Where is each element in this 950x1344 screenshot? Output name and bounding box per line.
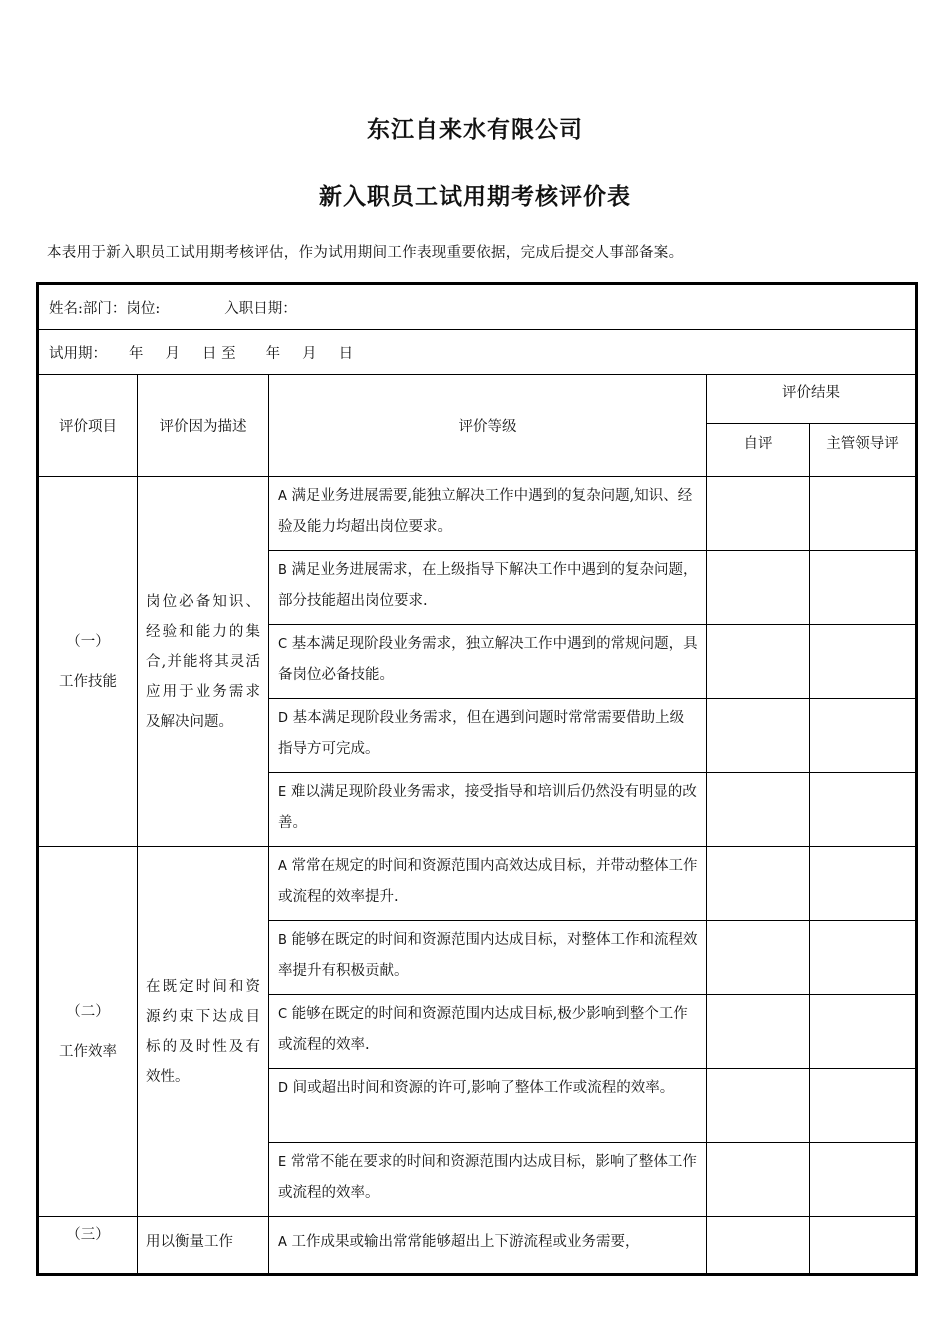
- supervisor-score-1b[interactable]: [810, 551, 917, 625]
- header-result: 评价结果: [707, 375, 917, 424]
- header-supervisor: 主管领导评: [810, 424, 917, 477]
- company-name: 东江自来水有限公司: [367, 117, 583, 143]
- section-1-name: 工作技能: [59, 673, 117, 690]
- grade-1a: A 满足业务进展需要,能独立解决工作中遇到的复杂问题,知识、经验及能力均超出岗位要求。: [269, 477, 707, 551]
- supervisor-score-2b[interactable]: [810, 921, 917, 995]
- name-dept-post-field[interactable]: [38, 284, 917, 330]
- header-grade: 评价等级: [269, 375, 707, 477]
- evaluation-table: [36, 282, 918, 1276]
- grade-3a: A 工作成果或输出常常能够超出上下游流程或业务需要，: [269, 1217, 707, 1275]
- section-3-desc: 用以衡量工作: [138, 1217, 269, 1275]
- probation-period-label: 试用期：: [49, 345, 107, 362]
- self-score-3a[interactable]: [707, 1217, 810, 1275]
- form-title: 新入职员工试用期考核评价表: [319, 184, 631, 210]
- grade-2e: E 常常不能在要求的时间和资源范围内达成目标，影响了整体工作 或流程的效率。: [269, 1143, 707, 1217]
- supervisor-score-2a[interactable]: [810, 847, 917, 921]
- period-month-end: 月: [302, 345, 317, 362]
- self-score-1c[interactable]: [707, 625, 810, 699]
- grade-1c: C 基本满足现阶段业务需求，独立解决工作中遇到的常规问题，具备岗位必备技能。: [269, 625, 707, 699]
- header-item: 评价项目: [38, 375, 138, 477]
- self-score-1d[interactable]: [707, 699, 810, 773]
- supervisor-score-1d[interactable]: [810, 699, 917, 773]
- intro-text: 本表用于新入职员工试用期考核评估，作为试用期间工作表现重要依据，完成后提交人事部备案。: [47, 245, 684, 261]
- self-score-2c[interactable]: [707, 995, 810, 1069]
- self-score-2d[interactable]: [707, 1069, 810, 1143]
- self-score-2a[interactable]: [707, 847, 810, 921]
- self-score-1a[interactable]: [707, 477, 810, 551]
- period-year-start: 年: [129, 345, 144, 362]
- supervisor-score-2e[interactable]: [810, 1143, 917, 1217]
- section-1-desc: 岗位必备知识、经验和能力的集合,并能将其灵活应用于业务需求及解决问题。: [138, 477, 269, 847]
- section-2-number: （二）: [66, 1003, 110, 1020]
- grade-1e: E 难以满足现阶段业务需求，接受指导和培训后仍然没有明显的改善。: [269, 773, 707, 847]
- supervisor-score-2c[interactable]: [810, 995, 917, 1069]
- grade-2a: A 常常在规定的时间和资源范围内高效达成目标，并带动整体工作或流程的效率提升.: [269, 847, 707, 921]
- header-desc: 评价因为描述: [138, 375, 269, 477]
- name-dept-post-label: 姓名:部门：岗位:: [49, 300, 161, 317]
- self-score-1e[interactable]: [707, 773, 810, 847]
- self-score-2b[interactable]: [707, 921, 810, 995]
- period-day-to: 日 至: [202, 345, 236, 362]
- section-2-desc: 在既定时间和资源约束下达成目标的及时性及有效性。: [138, 847, 269, 1217]
- supervisor-score-3a[interactable]: [810, 1217, 917, 1275]
- supervisor-score-1e[interactable]: [810, 773, 917, 847]
- grade-2b: B 能够在既定的时间和资源范围内达成目标，对整体工作和流程效 率提升有积极贡献。: [269, 921, 707, 995]
- section-1-number: （一）: [66, 633, 110, 650]
- period-year-end: 年: [265, 345, 281, 362]
- section-1-item: [38, 477, 138, 847]
- supervisor-score-2d[interactable]: [810, 1069, 917, 1143]
- self-score-2e[interactable]: [707, 1143, 810, 1217]
- header-self: 自评: [707, 424, 810, 477]
- probation-period-field[interactable]: [38, 330, 917, 375]
- period-day-end: 日: [338, 345, 354, 362]
- section-3-number: （三）: [66, 1227, 110, 1243]
- period-month-start: 月: [165, 345, 180, 362]
- supervisor-score-1a[interactable]: [810, 477, 917, 551]
- grade-1d: D 基本满足现阶段业务需求，但在遇到问题时常常需要借助上级指导方可完成。: [269, 699, 707, 773]
- self-score-1b[interactable]: [707, 551, 810, 625]
- grade-1b: B 满足业务进展需求，在上级指导下解决工作中遇到的复杂问题，部分技能超出岗位要求.: [269, 551, 707, 625]
- grade-2d: D 间或超出时间和资源的许可,影响了整体工作或流程的效率。: [269, 1069, 707, 1143]
- section-2-item: [38, 847, 138, 1217]
- section-3-item: [38, 1217, 138, 1275]
- hire-date-label: 入职日期：: [224, 300, 297, 317]
- supervisor-score-1c[interactable]: [810, 625, 917, 699]
- grade-2c: C 能够在既定的时间和资源范围内达成目标,极少影响到整个工作 或流程的效率.: [269, 995, 707, 1069]
- section-2-name: 工作效率: [59, 1043, 117, 1060]
